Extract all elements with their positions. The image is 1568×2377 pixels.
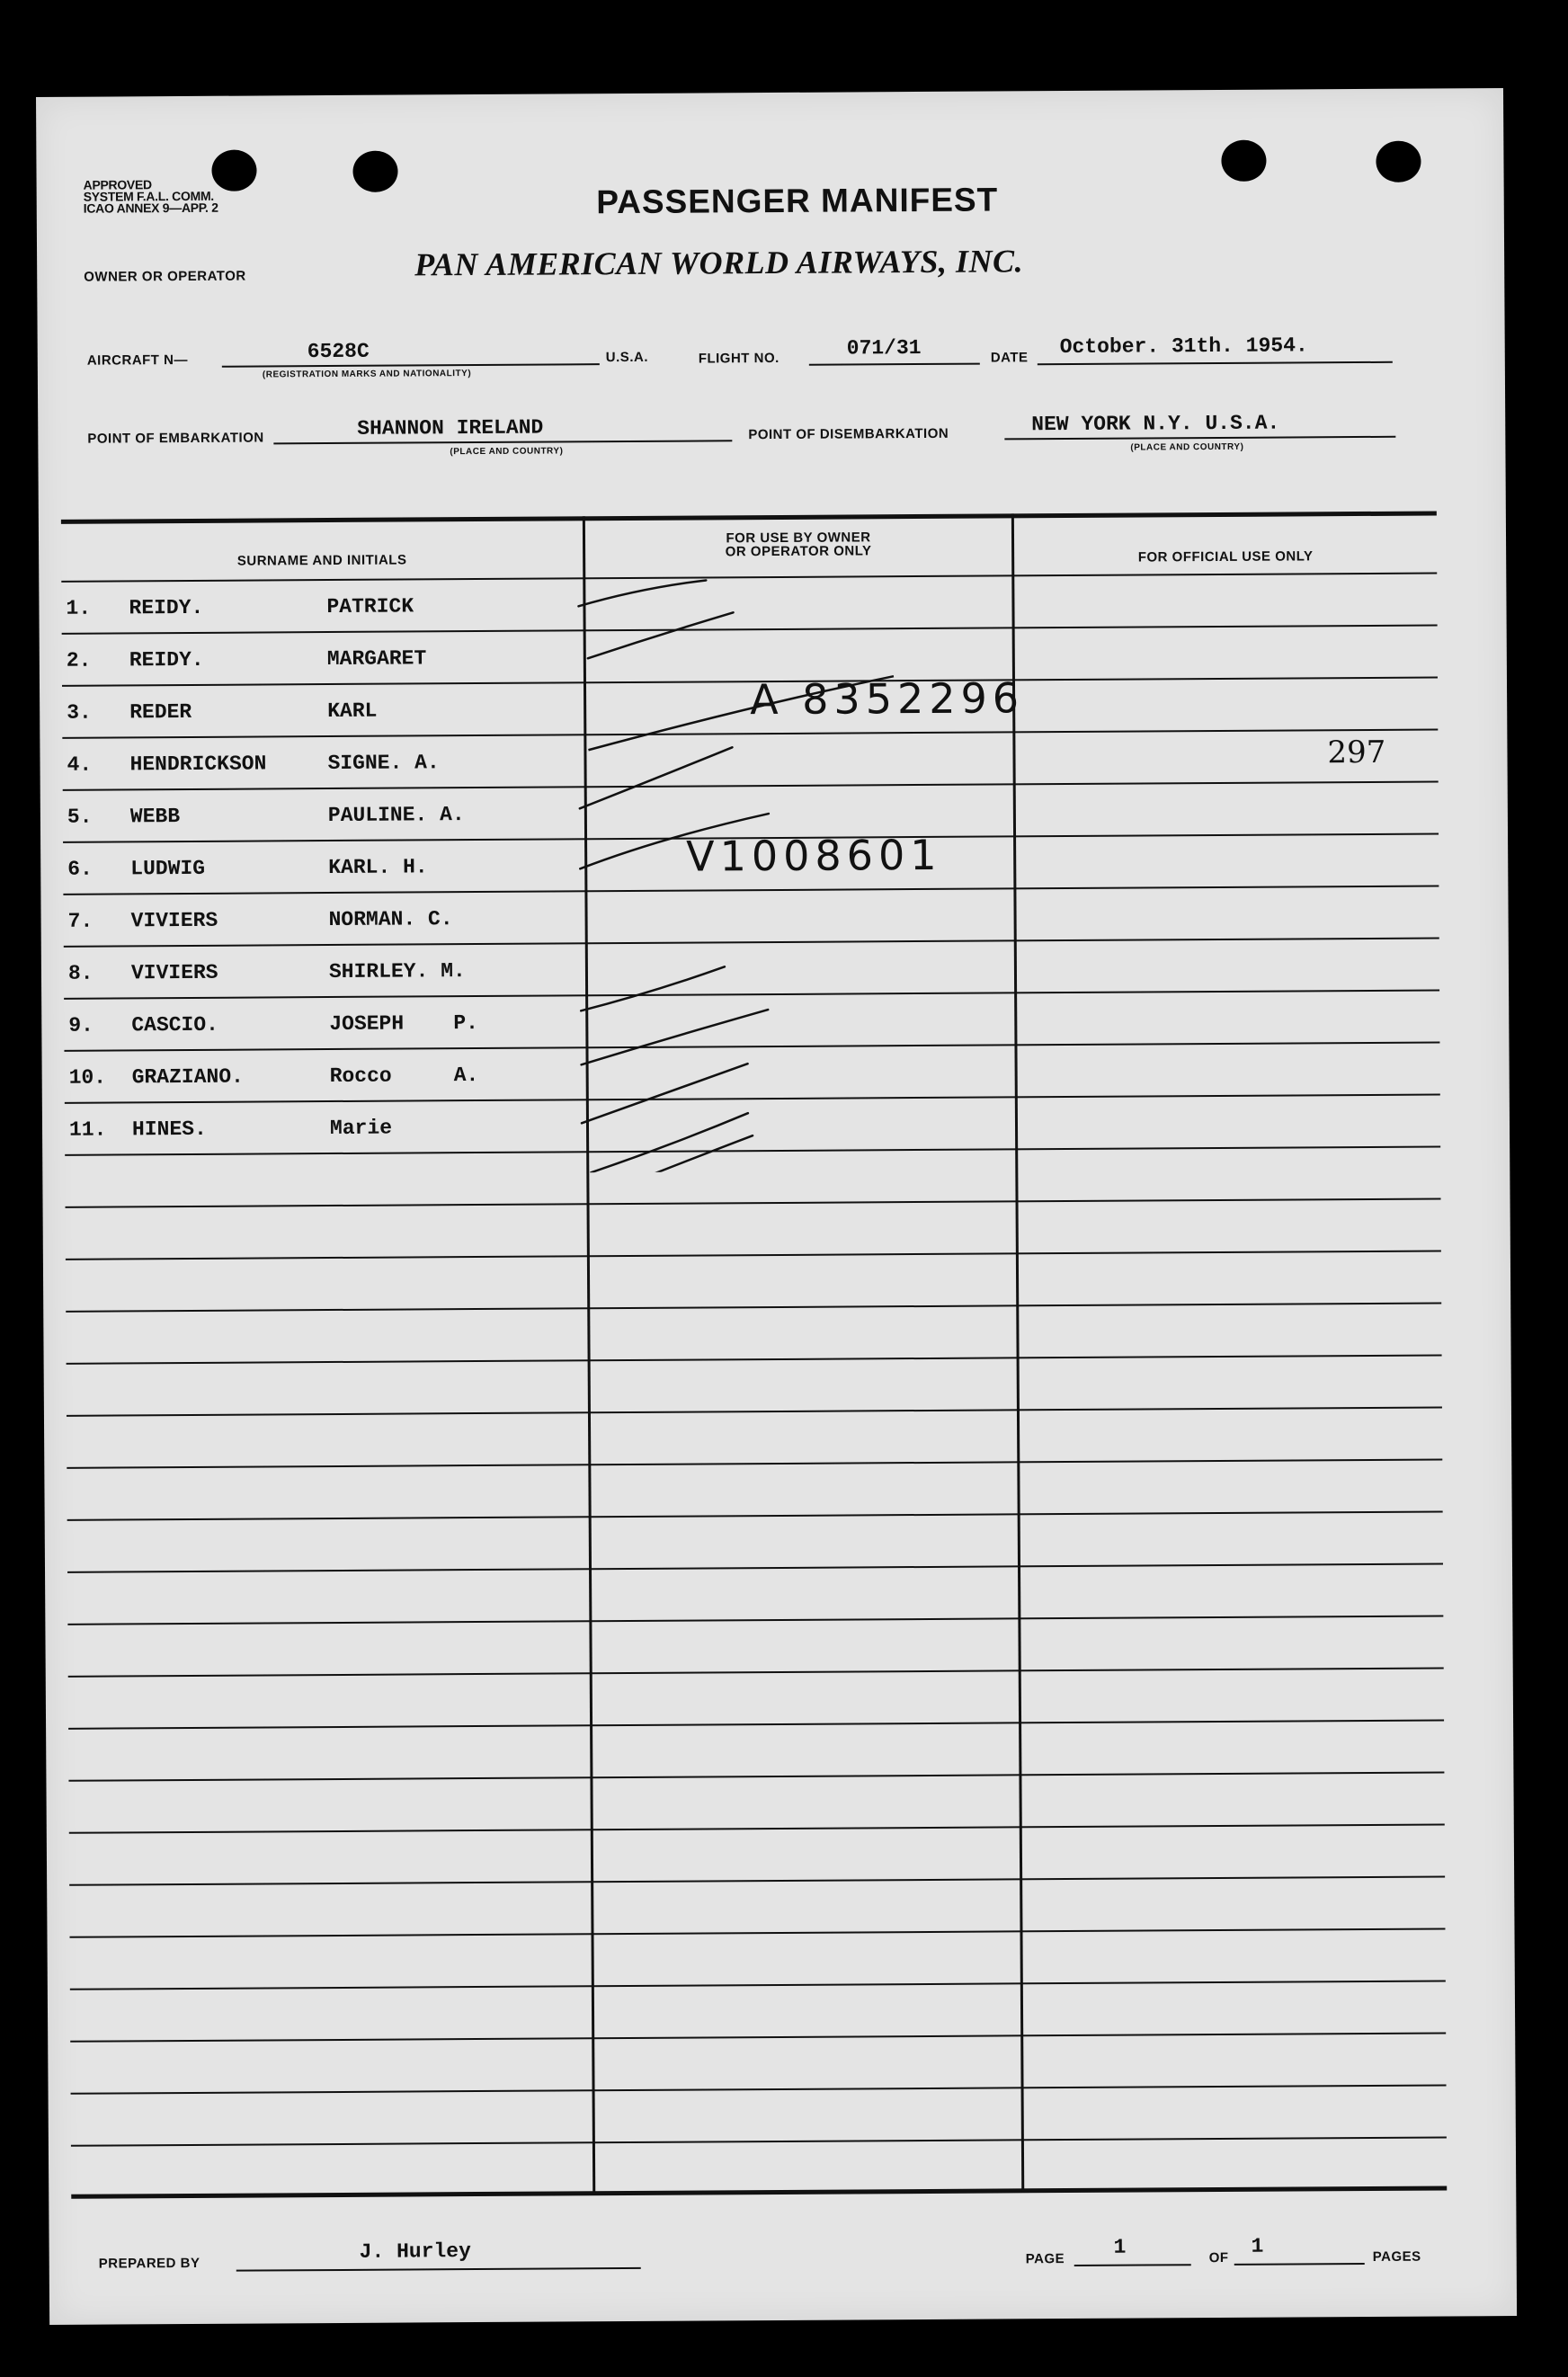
aircraft-label: AIRCRAFT N— xyxy=(86,352,188,369)
passenger-surname: CASCIO. xyxy=(131,1012,219,1037)
disembarkation-value: NEW YORK N.Y. U.S.A. xyxy=(1031,411,1280,437)
check-stroke xyxy=(588,612,734,658)
passenger-surname: REDER xyxy=(129,699,192,725)
page-underline xyxy=(1074,2264,1191,2266)
aircraft-underline xyxy=(222,363,600,368)
passenger-surname: HENDRICKSON xyxy=(129,752,267,777)
passenger-number: 11. xyxy=(68,1117,107,1142)
passenger-surname: HINES. xyxy=(131,1117,207,1142)
pages-label: PAGES xyxy=(1372,2248,1421,2265)
page-label: PAGE xyxy=(1025,2251,1065,2267)
embarkation-underline xyxy=(273,440,732,444)
prepared-by-label: PREPARED BY xyxy=(98,2255,200,2272)
passenger-row xyxy=(67,892,571,947)
passenger-row xyxy=(68,996,572,1051)
approval-line: APPROVED xyxy=(83,177,152,192)
row-rule xyxy=(66,1250,1441,1260)
row-rule xyxy=(67,1510,1443,1520)
column-header-line: OR OPERATOR ONLY xyxy=(725,543,872,560)
passenger-surname: GRAZIANO. xyxy=(131,1064,244,1090)
passenger-number: 4. xyxy=(67,752,93,777)
row-rule xyxy=(66,1302,1441,1312)
passenger-number: 5. xyxy=(67,805,93,829)
passenger-given-name: NORMAN. C. xyxy=(328,907,453,932)
row-rule xyxy=(70,1980,1446,1990)
column-header-official: FOR OFFICIAL USE ONLY xyxy=(1137,548,1314,565)
of-label: OF xyxy=(1208,2249,1229,2266)
handwritten-document-number: V1008601 xyxy=(686,830,942,881)
passenger-number: 8. xyxy=(67,961,94,985)
passenger-number: 2. xyxy=(66,648,92,672)
passenger-given-name: KARL xyxy=(327,699,378,724)
disembarkation-label: POINT OF DISEMBARKATION xyxy=(748,425,949,443)
row-rule xyxy=(67,1615,1443,1625)
of-underline xyxy=(1234,2263,1365,2266)
approval-line: SYSTEM F.A.L. COMM. xyxy=(83,188,214,204)
passenger-row xyxy=(68,1048,572,1103)
passenger-row xyxy=(68,944,572,999)
row-rule xyxy=(68,1771,1444,1781)
check-stroke xyxy=(578,580,706,606)
prepared-underline xyxy=(236,2267,641,2272)
check-stroke xyxy=(581,1010,768,1064)
passenger-row xyxy=(66,579,569,634)
passenger-given-name: JOSEPH P. xyxy=(329,1011,479,1037)
row-rule xyxy=(67,1406,1442,1416)
passenger-given-name: KARL. H. xyxy=(328,855,428,880)
row-rule xyxy=(71,2136,1447,2146)
passenger-number: 6. xyxy=(67,857,93,881)
passenger-given-name: PATRICK xyxy=(326,594,414,619)
row-rule xyxy=(68,1719,1444,1729)
passenger-given-name: PAULINE. A. xyxy=(327,803,465,828)
passenger-surname: VIVIERS xyxy=(130,960,218,985)
passenger-given-name: MARGARET xyxy=(326,646,427,672)
registration-note: (REGISTRATION MARKS AND NATIONALITY) xyxy=(262,369,472,380)
passenger-row xyxy=(67,840,571,895)
flight-underline xyxy=(809,363,980,366)
manifest-sheet xyxy=(36,88,1517,2325)
page-value: 1 xyxy=(1113,2235,1127,2259)
passenger-row xyxy=(67,683,570,738)
row-rule xyxy=(70,2032,1446,2042)
passenger-number: 9. xyxy=(68,1013,94,1037)
date-value: October. 31th. 1954. xyxy=(1059,334,1308,360)
flight-label: FLIGHT NO. xyxy=(698,350,780,367)
passenger-row xyxy=(67,735,570,790)
row-rule xyxy=(71,2084,1447,2094)
aircraft-value: 6528C xyxy=(307,339,370,364)
passenger-given-name: Marie xyxy=(329,1116,393,1141)
check-stroke xyxy=(582,1064,748,1123)
row-rule xyxy=(67,1354,1442,1364)
prepared-by-value: J. Hurley xyxy=(359,2239,471,2264)
passenger-number: 10. xyxy=(68,1065,107,1090)
date-underline xyxy=(1038,361,1393,365)
embarkation-note: (PLACE AND COUNTRY) xyxy=(450,446,564,458)
passenger-number: 3. xyxy=(67,700,92,725)
passenger-row xyxy=(69,1100,573,1155)
column-header-surname: SURNAME AND INITIALS xyxy=(236,552,407,569)
column-header-owner-use xyxy=(585,530,1011,559)
punch-hole-icon xyxy=(1221,140,1266,182)
passenger-surname: WEBB xyxy=(129,805,181,829)
row-rule xyxy=(68,1667,1444,1677)
passenger-surname: REIDY. xyxy=(129,595,204,620)
column-divider xyxy=(1011,513,1024,2191)
table-top-rule xyxy=(61,511,1437,523)
disembarkation-note: (PLACE AND COUNTRY) xyxy=(1130,441,1244,453)
passenger-row xyxy=(67,788,571,842)
passenger-given-name: SIGNE. A. xyxy=(327,751,440,776)
passenger-surname: LUDWIG xyxy=(130,856,206,881)
official-note: 297 xyxy=(1327,734,1386,771)
disembarkation-underline xyxy=(1004,436,1395,441)
passenger-surname: REIDY. xyxy=(129,647,204,672)
passenger-row xyxy=(67,631,570,686)
of-value: 1 xyxy=(1251,2234,1264,2258)
airline-name: PAN AMERICAN WORLD AIRWAYS, INC. xyxy=(414,243,1024,283)
row-rule xyxy=(69,1823,1445,1833)
row-rule xyxy=(67,1562,1443,1572)
row-rule xyxy=(67,1458,1442,1468)
passenger-number: 1. xyxy=(66,596,92,620)
passenger-surname: VIVIERS xyxy=(130,908,218,933)
punch-hole-icon xyxy=(1376,141,1421,183)
owner-label: OWNER OR OPERATOR xyxy=(84,268,246,285)
row-rule xyxy=(69,1927,1445,1937)
check-stroke xyxy=(581,966,725,1010)
row-rule xyxy=(69,1875,1445,1885)
table-bottom-rule xyxy=(71,2186,1447,2198)
check-stroke xyxy=(591,1113,748,1172)
usa-label: U.S.A. xyxy=(605,349,649,366)
column-header-line: FOR USE BY OWNER xyxy=(726,530,871,547)
date-label: DATE xyxy=(990,350,1029,366)
passenger-number: 7. xyxy=(67,909,94,933)
embarkation-label: POINT OF EMBARKATION xyxy=(87,430,264,447)
row-rule xyxy=(66,1197,1441,1207)
handwritten-document-number: A 8352296 xyxy=(749,673,1025,725)
document-title: PASSENGER MANIFEST xyxy=(596,181,999,221)
passenger-given-name: SHIRLEY. M. xyxy=(328,959,466,984)
approval-line: ICAO ANNEX 9—APP. 2 xyxy=(83,200,218,216)
embarkation-value: SHANNON IRELAND xyxy=(357,415,544,441)
passenger-given-name: Rocco A. xyxy=(329,1064,479,1089)
flight-value: 071/31 xyxy=(846,335,922,361)
